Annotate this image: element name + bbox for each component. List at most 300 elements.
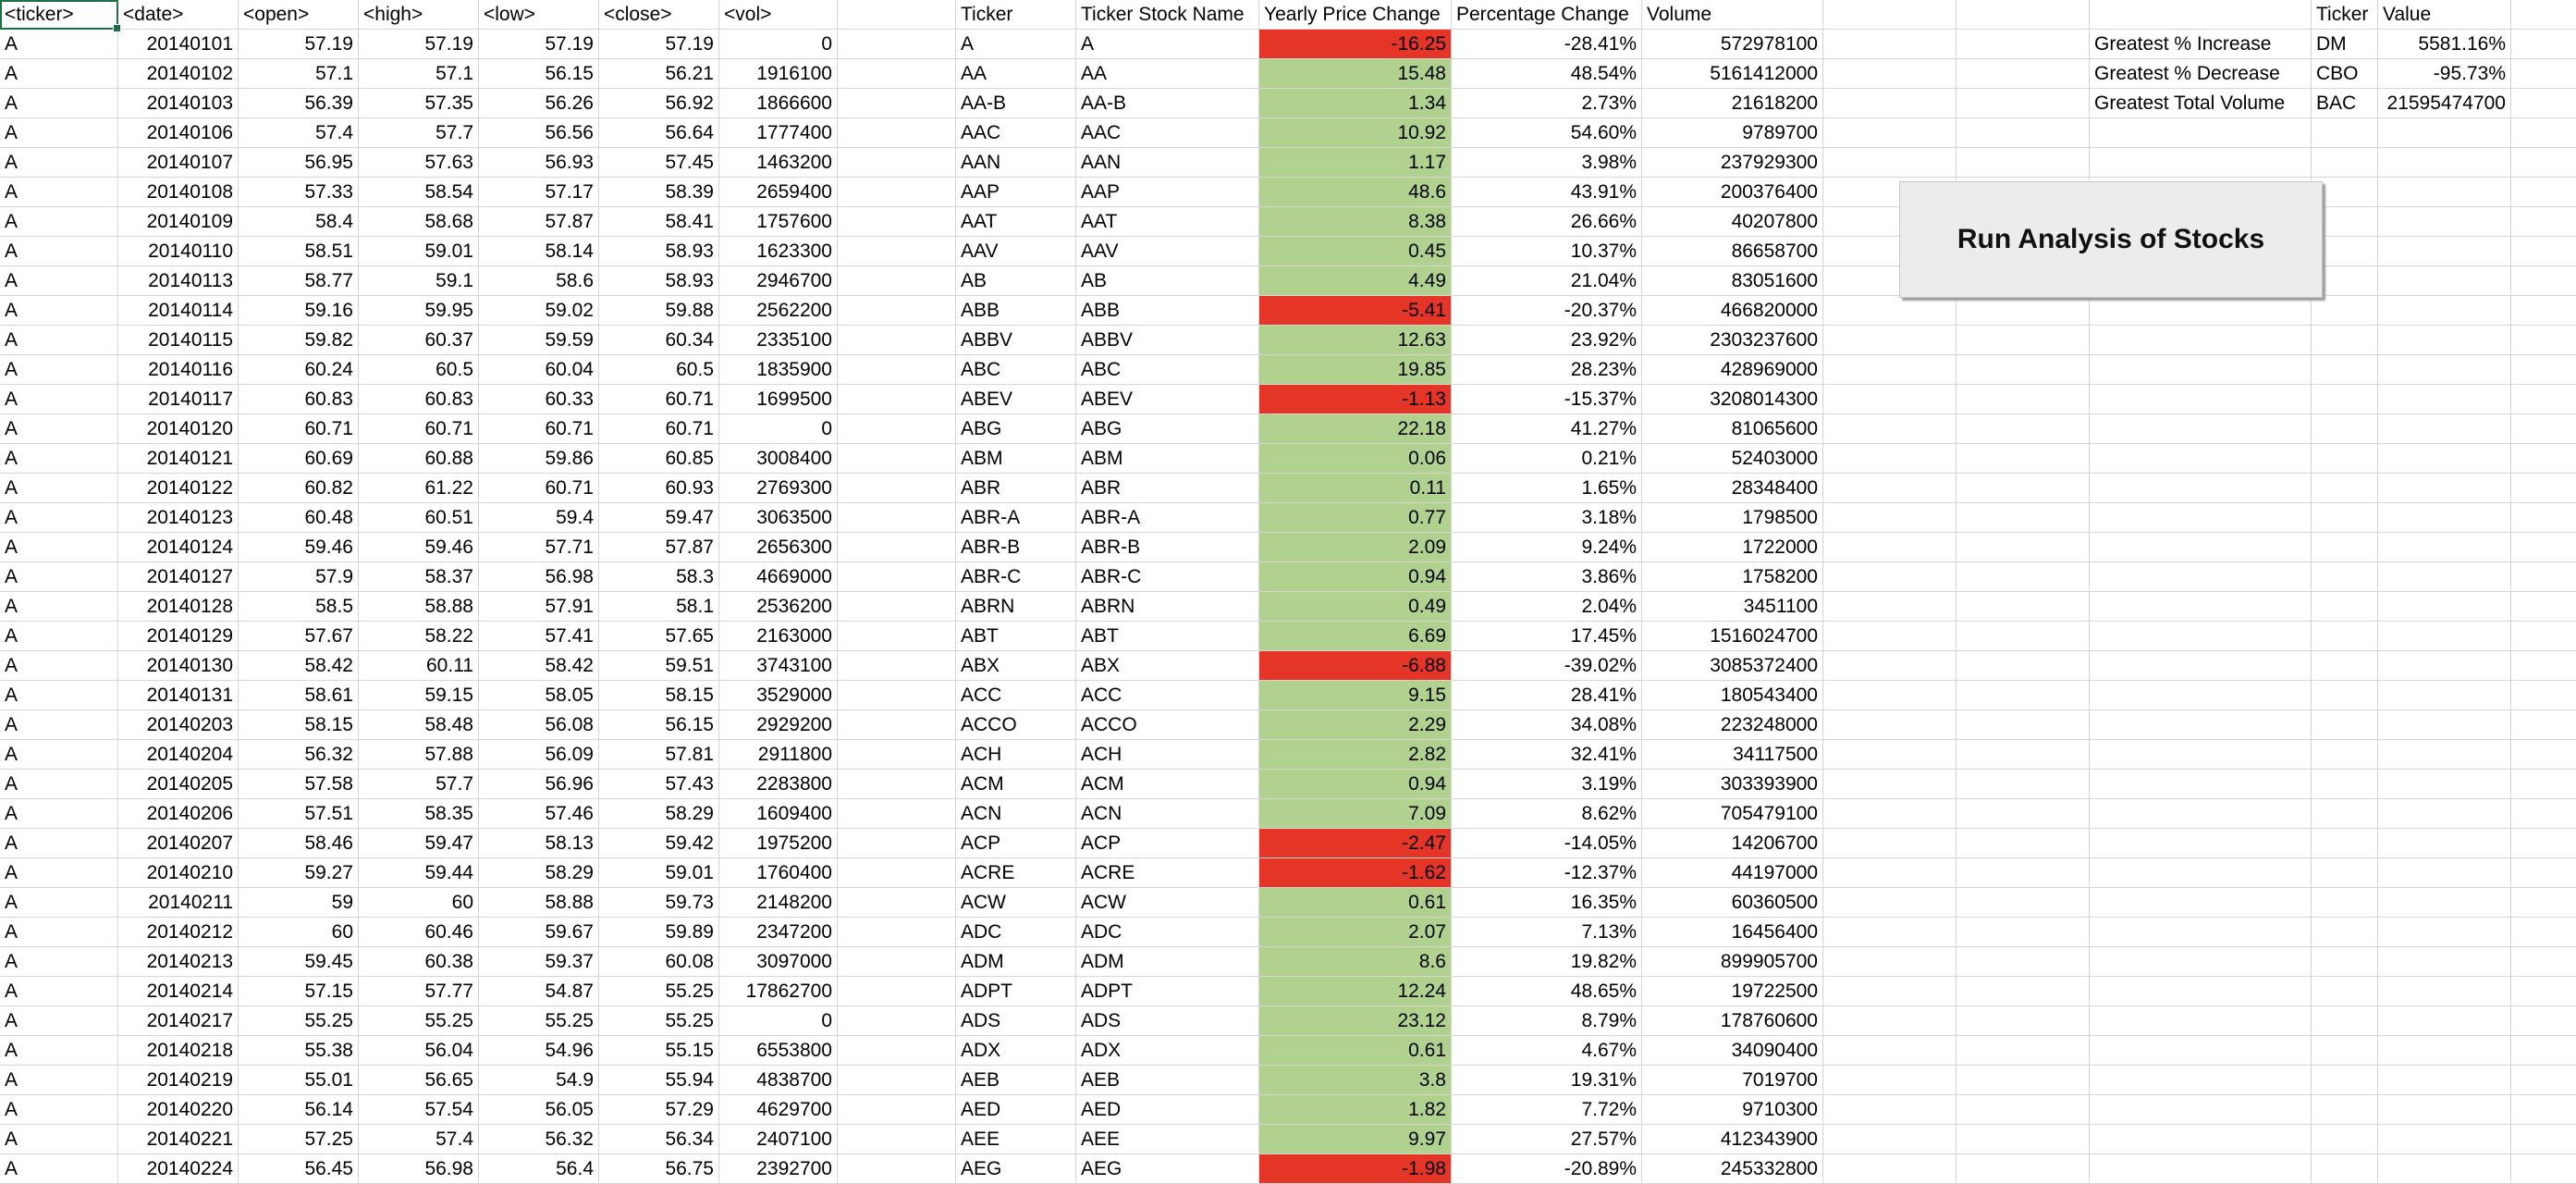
raw-data-cell[interactable]: 2148200 <box>719 888 838 918</box>
empty-cell[interactable] <box>838 533 956 562</box>
raw-data-cell[interactable]: 55.25 <box>239 1006 359 1036</box>
raw-data-cell[interactable]: A <box>0 918 118 947</box>
raw-data-cell[interactable]: 20140220 <box>118 1095 239 1125</box>
empty-cell[interactable] <box>2312 118 2378 148</box>
summary-ticker-name[interactable]: ABR-B <box>1076 533 1259 562</box>
raw-data-cell[interactable]: A <box>0 681 118 710</box>
total-volume[interactable]: 2303237600 <box>1642 326 1823 355</box>
raw-data-cell[interactable]: A <box>0 740 118 770</box>
raw-data-cell[interactable]: 2163000 <box>719 622 838 651</box>
empty-cell[interactable] <box>1823 355 1957 385</box>
total-volume[interactable]: 52403000 <box>1642 444 1823 474</box>
raw-data-cell[interactable]: A <box>0 503 118 533</box>
empty-cell[interactable] <box>2511 385 2576 414</box>
empty-cell[interactable] <box>838 710 956 740</box>
empty-cell[interactable] <box>2090 592 2312 622</box>
raw-data-cell[interactable]: 2946700 <box>719 266 838 296</box>
summary-ticker[interactable]: AA <box>956 59 1076 89</box>
empty-cell[interactable] <box>2511 1154 2576 1184</box>
empty-cell[interactable] <box>838 622 956 651</box>
empty-cell[interactable] <box>1957 918 2090 947</box>
raw-data-cell[interactable]: 20140224 <box>118 1154 239 1184</box>
empty-cell[interactable] <box>2312 799 2378 829</box>
empty-cell[interactable] <box>2511 1006 2576 1036</box>
raw-data-cell[interactable]: 1975200 <box>719 829 838 858</box>
raw-data-cell[interactable]: 58.54 <box>359 178 479 207</box>
raw-data-cell[interactable]: 57.88 <box>359 740 479 770</box>
raw-data-cell[interactable]: 57.43 <box>599 770 719 799</box>
empty-cell[interactable] <box>838 89 956 118</box>
summary-header[interactable]: Percentage Change <box>1452 0 1642 30</box>
raw-data-cell[interactable]: 56.09 <box>479 740 599 770</box>
raw-data-cell[interactable]: 59.59 <box>479 326 599 355</box>
empty-cell[interactable] <box>1823 1154 1957 1184</box>
percentage-change[interactable]: 10.37% <box>1452 237 1642 266</box>
raw-data-cell[interactable]: 60.71 <box>479 414 599 444</box>
raw-data-cell[interactable]: A <box>0 622 118 651</box>
empty-cell[interactable] <box>2312 888 2378 918</box>
summary-ticker-name[interactable]: ACP <box>1076 829 1259 858</box>
total-volume[interactable]: 5161412000 <box>1642 59 1823 89</box>
total-volume[interactable]: 3208014300 <box>1642 385 1823 414</box>
empty-cell[interactable] <box>1957 148 2090 178</box>
empty-cell[interactable] <box>1823 148 1957 178</box>
raw-data-cell[interactable]: 58.41 <box>599 207 719 237</box>
raw-data-cell[interactable]: 59.46 <box>359 533 479 562</box>
raw-data-cell[interactable]: 54.96 <box>479 1036 599 1066</box>
raw-data-cell[interactable]: 59.82 <box>239 326 359 355</box>
empty-cell[interactable] <box>2511 0 2576 30</box>
raw-data-cell[interactable]: A <box>0 651 118 681</box>
summary-header[interactable]: Volume <box>1642 0 1823 30</box>
empty-cell[interactable] <box>2378 1095 2511 1125</box>
yearly-price-change[interactable]: 19.85 <box>1259 355 1452 385</box>
raw-data-cell[interactable]: 2283800 <box>719 770 838 799</box>
empty-cell[interactable] <box>1957 444 2090 474</box>
empty-cell[interactable] <box>2511 30 2576 59</box>
empty-cell[interactable] <box>2511 562 2576 592</box>
total-volume[interactable]: 1722000 <box>1642 533 1823 562</box>
total-volume[interactable]: 200376400 <box>1642 178 1823 207</box>
empty-cell[interactable] <box>2378 296 2511 326</box>
yearly-price-change[interactable]: -6.88 <box>1259 651 1452 681</box>
empty-cell[interactable] <box>2312 296 2378 326</box>
empty-cell[interactable] <box>2378 444 2511 474</box>
raw-data-cell[interactable]: 58.88 <box>359 592 479 622</box>
raw-data-cell[interactable]: 1777400 <box>719 118 838 148</box>
raw-data-cell[interactable]: 20140210 <box>118 858 239 888</box>
raw-data-cell[interactable]: 59 <box>239 888 359 918</box>
raw-data-cell[interactable]: 57.1 <box>239 59 359 89</box>
raw-data-cell[interactable]: 56.56 <box>479 118 599 148</box>
empty-cell[interactable] <box>838 858 956 888</box>
raw-data-cell[interactable]: 2659400 <box>719 178 838 207</box>
raw-data-cell[interactable]: 57.54 <box>359 1095 479 1125</box>
empty-cell[interactable] <box>2511 799 2576 829</box>
raw-data-cell[interactable]: 57.58 <box>239 770 359 799</box>
raw-data-cell[interactable]: 60.71 <box>599 414 719 444</box>
raw-data-cell[interactable]: 58.46 <box>239 829 359 858</box>
empty-cell[interactable] <box>2511 622 2576 651</box>
yearly-price-change[interactable]: 6.69 <box>1259 622 1452 651</box>
raw-data-cell[interactable]: 17862700 <box>719 977 838 1006</box>
greatest-header[interactable]: Ticker <box>2312 0 2378 30</box>
empty-cell[interactable] <box>1957 622 2090 651</box>
summary-ticker-name[interactable]: ABR-C <box>1076 562 1259 592</box>
yearly-price-change[interactable]: 0.49 <box>1259 592 1452 622</box>
percentage-change[interactable]: -15.37% <box>1452 385 1642 414</box>
empty-cell[interactable] <box>2511 770 2576 799</box>
empty-cell[interactable] <box>1823 1036 1957 1066</box>
empty-cell[interactable] <box>2312 918 2378 947</box>
raw-data-cell[interactable]: 20140117 <box>118 385 239 414</box>
empty-cell[interactable] <box>2090 888 2312 918</box>
raw-header-date[interactable]: <date> <box>118 0 239 30</box>
raw-data-cell[interactable]: 20140109 <box>118 207 239 237</box>
empty-cell[interactable] <box>2312 858 2378 888</box>
raw-data-cell[interactable]: 55.25 <box>599 977 719 1006</box>
empty-cell[interactable] <box>838 888 956 918</box>
empty-cell[interactable] <box>1957 710 2090 740</box>
raw-data-cell[interactable]: 20140214 <box>118 977 239 1006</box>
raw-data-cell[interactable]: 3743100 <box>719 651 838 681</box>
raw-data-cell[interactable]: A <box>0 296 118 326</box>
total-volume[interactable]: 178760600 <box>1642 1006 1823 1036</box>
summary-ticker-name[interactable]: ABEV <box>1076 385 1259 414</box>
raw-data-cell[interactable]: 20140123 <box>118 503 239 533</box>
summary-ticker[interactable]: ABR-B <box>956 533 1076 562</box>
empty-cell[interactable] <box>1823 444 1957 474</box>
raw-data-cell[interactable]: 2347200 <box>719 918 838 947</box>
empty-cell[interactable] <box>2378 1006 2511 1036</box>
raw-data-cell[interactable]: 20140120 <box>118 414 239 444</box>
raw-data-cell[interactable]: 57.17 <box>479 178 599 207</box>
yearly-price-change[interactable]: -5.41 <box>1259 296 1452 326</box>
empty-cell[interactable] <box>1823 533 1957 562</box>
total-volume[interactable]: 19722500 <box>1642 977 1823 1006</box>
empty-cell[interactable] <box>1823 740 1957 770</box>
raw-data-cell[interactable]: 59.73 <box>599 888 719 918</box>
empty-cell[interactable] <box>1957 296 2090 326</box>
raw-data-cell[interactable]: A <box>0 947 118 977</box>
empty-cell[interactable] <box>2511 592 2576 622</box>
empty-cell[interactable] <box>1957 858 2090 888</box>
raw-data-cell[interactable]: 60.46 <box>359 918 479 947</box>
raw-data-cell[interactable]: 59.46 <box>239 533 359 562</box>
empty-cell[interactable] <box>1957 977 2090 1006</box>
empty-cell[interactable] <box>838 829 956 858</box>
raw-data-cell[interactable]: A <box>0 207 118 237</box>
empty-cell[interactable] <box>1957 770 2090 799</box>
empty-cell[interactable] <box>1957 947 2090 977</box>
empty-cell[interactable] <box>2378 622 2511 651</box>
raw-data-cell[interactable]: 56.34 <box>599 1125 719 1154</box>
yearly-price-change[interactable]: 9.97 <box>1259 1125 1452 1154</box>
summary-ticker-name[interactable]: ADX <box>1076 1036 1259 1066</box>
total-volume[interactable]: 428969000 <box>1642 355 1823 385</box>
raw-data-cell[interactable]: 56.45 <box>239 1154 359 1184</box>
empty-cell[interactable] <box>838 918 956 947</box>
empty-cell[interactable] <box>1957 829 2090 858</box>
empty-cell[interactable] <box>2090 0 2312 30</box>
raw-data-cell[interactable]: 20140121 <box>118 444 239 474</box>
raw-data-cell[interactable]: 56.21 <box>599 59 719 89</box>
total-volume[interactable]: 60360500 <box>1642 888 1823 918</box>
raw-data-cell[interactable]: 20140130 <box>118 651 239 681</box>
raw-data-cell[interactable]: 20140204 <box>118 740 239 770</box>
empty-cell[interactable] <box>2090 710 2312 740</box>
total-volume[interactable]: 3085372400 <box>1642 651 1823 681</box>
empty-cell[interactable] <box>2312 977 2378 1006</box>
raw-data-cell[interactable]: 2536200 <box>719 592 838 622</box>
empty-cell[interactable] <box>838 355 956 385</box>
empty-cell[interactable] <box>1823 30 1957 59</box>
empty-cell[interactable] <box>2312 622 2378 651</box>
summary-ticker[interactable]: ABBV <box>956 326 1076 355</box>
empty-cell[interactable] <box>2090 562 2312 592</box>
raw-data-cell[interactable]: 1916100 <box>719 59 838 89</box>
empty-cell[interactable] <box>2378 592 2511 622</box>
percentage-change[interactable]: 3.19% <box>1452 770 1642 799</box>
empty-cell[interactable] <box>2090 1036 2312 1066</box>
summary-ticker-name[interactable]: ABC <box>1076 355 1259 385</box>
summary-ticker-name[interactable]: AAC <box>1076 118 1259 148</box>
percentage-change[interactable]: 9.24% <box>1452 533 1642 562</box>
raw-data-cell[interactable]: 59.95 <box>359 296 479 326</box>
yearly-price-change[interactable]: 0.61 <box>1259 1036 1452 1066</box>
raw-data-cell[interactable]: 20140103 <box>118 89 239 118</box>
total-volume[interactable]: 572978100 <box>1642 30 1823 59</box>
yearly-price-change[interactable]: 0.45 <box>1259 237 1452 266</box>
raw-data-cell[interactable]: 1699500 <box>719 385 838 414</box>
percentage-change[interactable]: 0.21% <box>1452 444 1642 474</box>
yearly-price-change[interactable]: 0.94 <box>1259 562 1452 592</box>
empty-cell[interactable] <box>2511 355 2576 385</box>
empty-cell[interactable] <box>1957 385 2090 414</box>
empty-cell[interactable] <box>2312 1095 2378 1125</box>
raw-data-cell[interactable]: 4838700 <box>719 1066 838 1095</box>
empty-cell[interactable] <box>2090 622 2312 651</box>
greatest-ticker[interactable]: CBO <box>2312 59 2378 89</box>
raw-data-cell[interactable]: 59.16 <box>239 296 359 326</box>
raw-data-cell[interactable]: A <box>0 562 118 592</box>
raw-data-cell[interactable]: 20140124 <box>118 533 239 562</box>
empty-cell[interactable] <box>2312 651 2378 681</box>
percentage-change[interactable]: 28.41% <box>1452 681 1642 710</box>
empty-cell[interactable] <box>2090 918 2312 947</box>
raw-data-cell[interactable]: 55.38 <box>239 1036 359 1066</box>
empty-cell[interactable] <box>1823 858 1957 888</box>
raw-data-cell[interactable]: A <box>0 385 118 414</box>
raw-data-cell[interactable]: 59.01 <box>599 858 719 888</box>
percentage-change[interactable]: -14.05% <box>1452 829 1642 858</box>
percentage-change[interactable]: 48.65% <box>1452 977 1642 1006</box>
raw-data-cell[interactable]: 59.02 <box>479 296 599 326</box>
empty-cell[interactable] <box>1823 1006 1957 1036</box>
total-volume[interactable]: 3451100 <box>1642 592 1823 622</box>
empty-cell[interactable] <box>1957 592 2090 622</box>
raw-data-cell[interactable]: 56.96 <box>479 770 599 799</box>
raw-data-cell[interactable]: 57.87 <box>599 533 719 562</box>
empty-cell[interactable] <box>2511 444 2576 474</box>
empty-cell[interactable] <box>2312 533 2378 562</box>
percentage-change[interactable]: 54.60% <box>1452 118 1642 148</box>
total-volume[interactable]: 223248000 <box>1642 710 1823 740</box>
yearly-price-change[interactable]: 1.17 <box>1259 148 1452 178</box>
summary-ticker[interactable]: ABG <box>956 414 1076 444</box>
empty-cell[interactable] <box>1823 118 1957 148</box>
empty-cell[interactable] <box>2312 681 2378 710</box>
total-volume[interactable]: 16456400 <box>1642 918 1823 947</box>
raw-data-cell[interactable]: 59.37 <box>479 947 599 977</box>
percentage-change[interactable]: 3.98% <box>1452 148 1642 178</box>
empty-cell[interactable] <box>2312 710 2378 740</box>
percentage-change[interactable]: 8.79% <box>1452 1006 1642 1036</box>
percentage-change[interactable]: 1.65% <box>1452 474 1642 503</box>
raw-data-cell[interactable]: 60.5 <box>599 355 719 385</box>
raw-data-cell[interactable]: 60.93 <box>599 474 719 503</box>
raw-data-cell[interactable]: 60.04 <box>479 355 599 385</box>
empty-cell[interactable] <box>2511 858 2576 888</box>
empty-cell[interactable] <box>2312 562 2378 592</box>
summary-ticker[interactable]: AEB <box>956 1066 1076 1095</box>
empty-cell[interactable] <box>2090 326 2312 355</box>
empty-cell[interactable] <box>1957 740 2090 770</box>
raw-data-cell[interactable]: A <box>0 829 118 858</box>
empty-cell[interactable] <box>838 1036 956 1066</box>
total-volume[interactable]: 180543400 <box>1642 681 1823 710</box>
raw-data-cell[interactable]: A <box>0 474 118 503</box>
empty-cell[interactable] <box>1957 533 2090 562</box>
summary-ticker-name[interactable]: AEG <box>1076 1154 1259 1184</box>
empty-cell[interactable] <box>2378 829 2511 858</box>
empty-cell[interactable] <box>2090 118 2312 148</box>
total-volume[interactable]: 28348400 <box>1642 474 1823 503</box>
empty-cell[interactable] <box>2312 148 2378 178</box>
empty-cell[interactable] <box>1957 562 2090 592</box>
yearly-price-change[interactable]: 2.07 <box>1259 918 1452 947</box>
raw-data-cell[interactable]: A <box>0 414 118 444</box>
empty-cell[interactable] <box>838 414 956 444</box>
percentage-change[interactable]: -39.02% <box>1452 651 1642 681</box>
empty-cell[interactable] <box>1823 829 1957 858</box>
empty-cell[interactable] <box>2090 977 2312 1006</box>
empty-cell[interactable] <box>1823 651 1957 681</box>
empty-cell[interactable] <box>838 1006 956 1036</box>
total-volume[interactable]: 7019700 <box>1642 1066 1823 1095</box>
summary-ticker[interactable]: ABR-C <box>956 562 1076 592</box>
raw-data-cell[interactable]: 58.3 <box>599 562 719 592</box>
empty-cell[interactable] <box>2511 977 2576 1006</box>
empty-cell[interactable] <box>2511 1066 2576 1095</box>
yearly-price-change[interactable]: -1.98 <box>1259 1154 1452 1184</box>
summary-ticker[interactable]: ACRE <box>956 858 1076 888</box>
total-volume[interactable]: 412343900 <box>1642 1125 1823 1154</box>
empty-cell[interactable] <box>2378 385 2511 414</box>
empty-cell[interactable] <box>2312 947 2378 977</box>
raw-data-cell[interactable]: 57.63 <box>359 148 479 178</box>
summary-ticker-name[interactable]: ACH <box>1076 740 1259 770</box>
raw-data-cell[interactable]: 54.9 <box>479 1066 599 1095</box>
empty-cell[interactable] <box>1957 474 2090 503</box>
raw-data-cell[interactable]: 1609400 <box>719 799 838 829</box>
summary-ticker-name[interactable]: ACM <box>1076 770 1259 799</box>
empty-cell[interactable] <box>838 178 956 207</box>
raw-data-cell[interactable]: 60 <box>239 918 359 947</box>
run-analysis-button[interactable]: Run Analysis of Stocks <box>1899 181 2323 298</box>
empty-cell[interactable] <box>2090 829 2312 858</box>
raw-header-low[interactable]: <low> <box>479 0 599 30</box>
greatest-header[interactable]: Value <box>2378 0 2511 30</box>
raw-data-cell[interactable]: 2392700 <box>719 1154 838 1184</box>
raw-data-cell[interactable]: 58.29 <box>599 799 719 829</box>
raw-data-cell[interactable]: A <box>0 1095 118 1125</box>
raw-data-cell[interactable]: 58.05 <box>479 681 599 710</box>
summary-header[interactable]: Ticker Stock Name <box>1076 0 1259 30</box>
summary-ticker[interactable]: AA-B <box>956 89 1076 118</box>
summary-ticker[interactable]: ADS <box>956 1006 1076 1036</box>
raw-data-cell[interactable]: 56.15 <box>479 59 599 89</box>
raw-data-cell[interactable]: 58.5 <box>239 592 359 622</box>
summary-ticker-name[interactable]: ABM <box>1076 444 1259 474</box>
summary-ticker[interactable]: AAC <box>956 118 1076 148</box>
raw-data-cell[interactable]: 58.48 <box>359 710 479 740</box>
empty-cell[interactable] <box>1823 385 1957 414</box>
raw-data-cell[interactable]: 60.71 <box>599 385 719 414</box>
empty-cell[interactable] <box>2378 1154 2511 1184</box>
empty-cell[interactable] <box>1957 888 2090 918</box>
summary-ticker[interactable]: AAT <box>956 207 1076 237</box>
empty-cell[interactable] <box>1823 414 1957 444</box>
raw-data-cell[interactable]: 55.15 <box>599 1036 719 1066</box>
empty-cell[interactable] <box>2090 651 2312 681</box>
raw-data-cell[interactable]: 20140217 <box>118 1006 239 1036</box>
raw-data-cell[interactable]: 60.71 <box>479 474 599 503</box>
raw-data-cell[interactable]: 56.98 <box>359 1154 479 1184</box>
raw-data-cell[interactable]: 58.39 <box>599 178 719 207</box>
raw-data-cell[interactable]: A <box>0 178 118 207</box>
raw-data-cell[interactable]: 55.25 <box>359 1006 479 1036</box>
yearly-price-change[interactable]: 1.34 <box>1259 89 1452 118</box>
greatest-ticker[interactable]: BAC <box>2312 89 2378 118</box>
empty-cell[interactable] <box>2090 1095 2312 1125</box>
empty-cell[interactable] <box>2511 503 2576 533</box>
summary-ticker-name[interactable]: ABB <box>1076 296 1259 326</box>
summary-ticker-name[interactable]: ACCO <box>1076 710 1259 740</box>
summary-ticker[interactable]: AB <box>956 266 1076 296</box>
summary-ticker[interactable]: AAN <box>956 148 1076 178</box>
summary-ticker[interactable]: ABC <box>956 355 1076 385</box>
summary-ticker[interactable]: ABB <box>956 296 1076 326</box>
summary-ticker-name[interactable]: ADS <box>1076 1006 1259 1036</box>
raw-data-cell[interactable]: 20140127 <box>118 562 239 592</box>
empty-cell[interactable] <box>2312 1066 2378 1095</box>
raw-data-cell[interactable]: 20140114 <box>118 296 239 326</box>
raw-data-cell[interactable]: 59.47 <box>359 829 479 858</box>
empty-cell[interactable] <box>2090 770 2312 799</box>
summary-ticker[interactable]: ACC <box>956 681 1076 710</box>
raw-data-cell[interactable]: 60.48 <box>239 503 359 533</box>
summary-ticker-name[interactable]: AAV <box>1076 237 1259 266</box>
yearly-price-change[interactable]: 2.82 <box>1259 740 1452 770</box>
raw-data-cell[interactable]: 2335100 <box>719 326 838 355</box>
raw-data-cell[interactable]: A <box>0 858 118 888</box>
summary-header[interactable]: Ticker <box>956 0 1076 30</box>
summary-ticker[interactable]: ABRN <box>956 592 1076 622</box>
empty-cell[interactable] <box>838 1125 956 1154</box>
empty-cell[interactable] <box>2090 740 2312 770</box>
summary-ticker[interactable]: ADM <box>956 947 1076 977</box>
